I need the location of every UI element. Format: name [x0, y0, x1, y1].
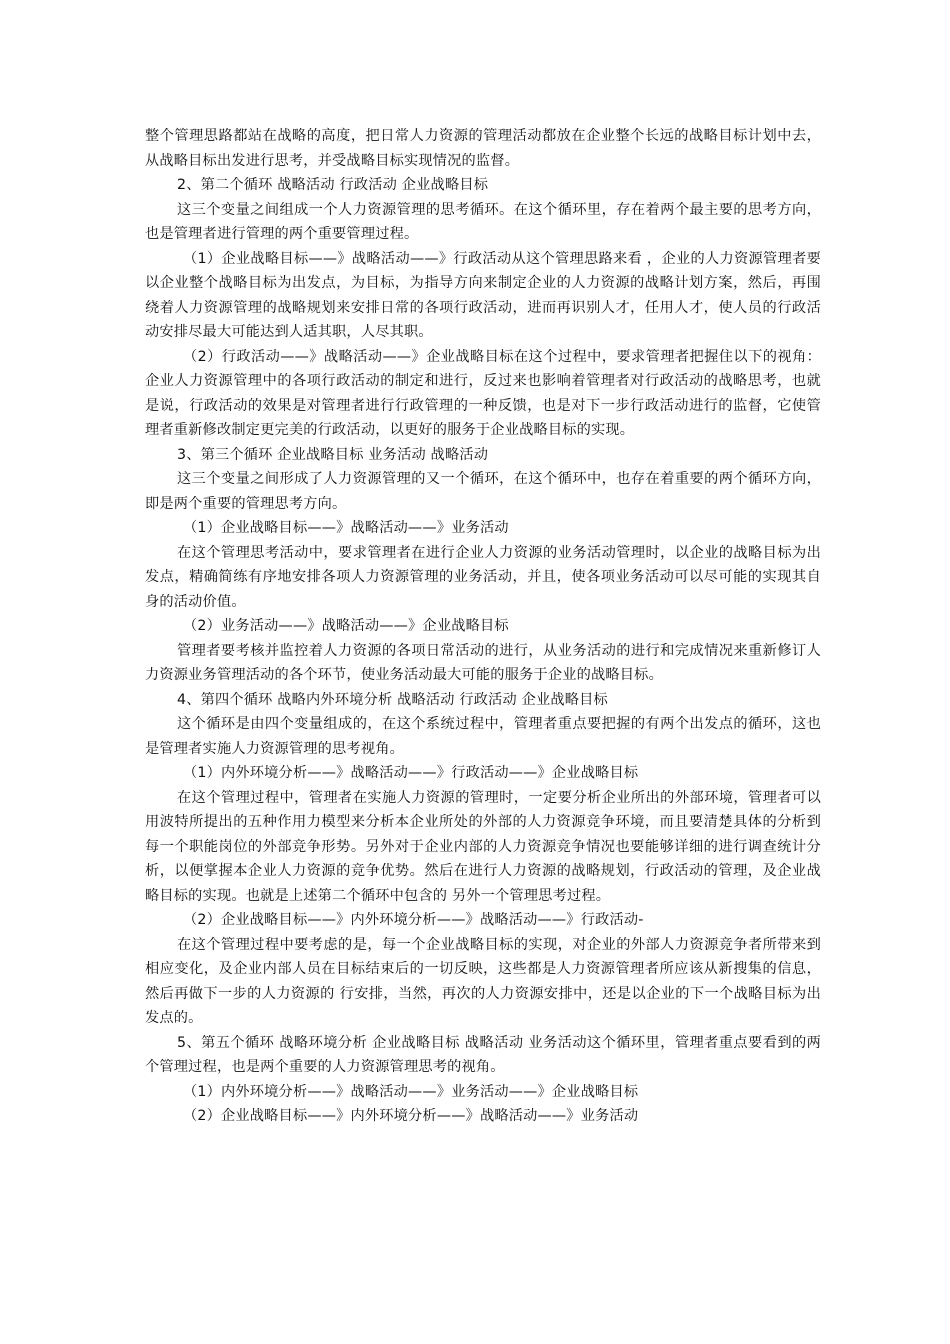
section-heading: 4、第四个循环 战略内外环境分析 战略活动 行政活动 企业战略目标 — [177, 691, 608, 708]
sub-item: （1）企业战略目标——》战略活动——》行政活动从这个管理思路来看 ，企业的人力资源管理者要以企业整个战略目标为出发点，为目标，为指导方向来制定企业的人力资源的战略计划方案，然后，再围绕着人力资源管理的战略规划来安排日常的各项行政活动，进而再识别人才，任用人才，使人员的行政活动安排尽最大可能达到人适其职，人尽其职。 — [145, 250, 821, 340]
paragraph: 这三个变量之间组成一个人力资源管理的思考循环。在这个循环里，存在着两个最主要的思考方向，也是管理者进行管理的两个重要管理过程。 — [145, 201, 821, 242]
sub-item: （2）业务活动——》战略活动——》企业战略目标 — [183, 618, 509, 634]
paragraph: 这个循环是由四个变量组成的，在这个系统过程中，管理者重点要把握的有两个出发点的循环，这也是管理者实施人力资源管理的思考视角。 — [145, 716, 821, 757]
sub-item: （1）企业战略目标——》战略活动——》业务活动 — [183, 520, 509, 536]
paragraph: 整个管理思路都站在战略的高度，把日常人力资源的管理活动都放在企业整个长远的战略目标计划中去，从战略目标出发进行思考，并受战略目标实现情况的监督。 — [145, 128, 821, 169]
section-heading: 5、第五个循环 战略环境分析 企业战略目标 战略活动 业务活动这个循环里，管理者重点要看到的两个管理过程，也是两个重要的人力资源管理思考的视角。 — [145, 1034, 821, 1075]
paragraph: 管理者要考核并监控着人力资源的各项日常活动的进行，从业务活动的进行和完成情况来重新修订人力资源业务管理活动的各个环节，使业务活动最大可能的服务于企业的战略目标。 — [145, 642, 821, 683]
section-heading: 3、第三个循环 企业战略目标 业务活动 战略活动 — [177, 446, 489, 463]
document-body — [145, 124, 821, 1129]
paragraph: 在这个管理过程中，管理者在实施人力资源的管理时，一定要分析企业所出的外部环境，管理者可以用波特所提出的五种作用力模型来分析本企业所处的外部的人力资源竞争环境，而且要清楚具体的分析到每一个职能岗位的外部竞争形势。另外对于企业内部的人力资源竞争情况也要能够详细的进行调查统计分析，以便掌握本企业人力资源的竞争优势。然后在进行人力资源的战略规划，行政活动的管理，及企业战略目标的实现。也就是上述第二个循环中包含的 另外一个管理思考过程。 — [145, 789, 821, 904]
sub-item: （1）内外环境分析——》战略活动——》业务活动——》企业战略目标 — [183, 1083, 639, 1100]
section-heading: 2、第二个循环 战略活动 行政活动 企业战略目标 — [177, 177, 489, 193]
paragraph: 在这个管理思考活动中，要求管理者在进行企业人力资源的业务活动管理时，以企业的战略目标为出发点，精确简练有序地安排各项人力资源管理的业务活动，并且，使各项业务活动可以尽可能的实现其自身的活动价值。 — [145, 544, 821, 610]
paragraph: 在这个管理过程中要考虑的是，每一个企业战略目标的实现，对企业的外部人力资源竞争者所带来到相应变化，及企业内部人员在目标结束后的一切反映，这些都是人力资源管理者所应该从新搜集的信息，然后再做下一步的人力资源的 行安排，当然，再次的人力资源安排中，还是以企业的下一个战略目标为出发点的。 — [145, 936, 821, 1026]
sub-item: （1）内外环境分析——》战略活动——》行政活动——》企业战略目标 — [183, 765, 639, 781]
paragraph: 这三个变量之间形成了人力资源管理的又一个循环，在这个循环中，也存在着重要的两个循环方向，即是两个重要的管理思考方向。 — [145, 471, 821, 512]
sub-item: （2）企业战略目标——》内外环境分析——》战略活动——》行政活动- — [183, 912, 644, 928]
sub-item: （2）企业战略目标——》内外环境分析——》战略活动——》业务活动 — [183, 1108, 639, 1124]
sub-item: （2）行政活动——》战略活动——》企业战略目标在这个过程中，要求管理者把握住以下的视角：企业人力资源管理中的各项行政活动的制定和进行，反过来也影响着管理者对行政活动的战略思考，也就是说，行政活动的效果是对管理者进行行政管理的一种反馈，也是对下一步行政活动进行的监督，它使管理者重新修改制定更完美的行政活动，以更好的服务于企业战略目标的实现。 — [145, 348, 821, 438]
